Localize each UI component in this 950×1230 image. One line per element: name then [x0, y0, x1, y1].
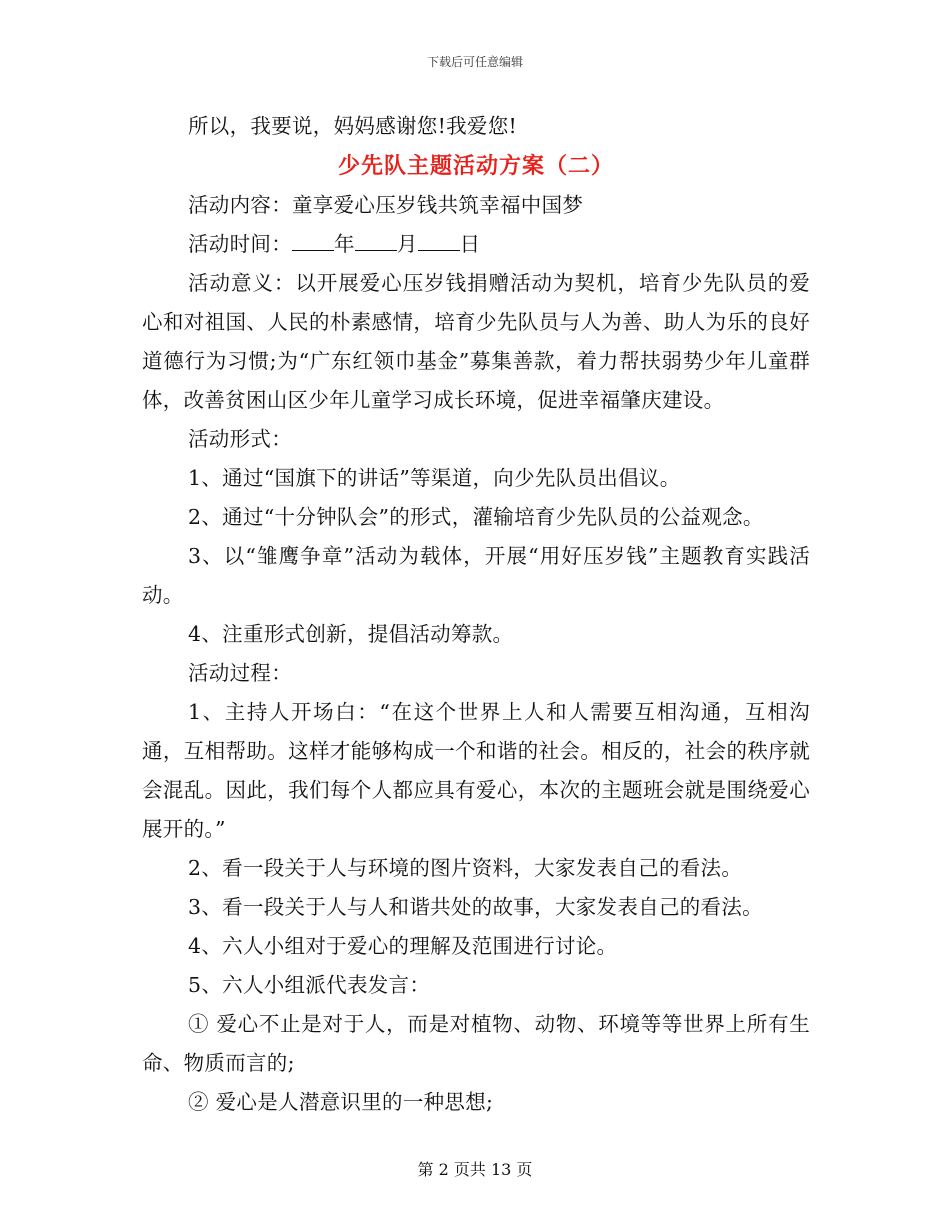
form-heading: 活动形式： — [188, 427, 292, 451]
process-heading: 活动过程： — [188, 661, 292, 685]
process-item: ① 爱心不止是对于人，而是对植物、动物、环境等等世界上所有生命、物质而言的; — [142, 1012, 810, 1075]
document-title: 少先队主题活动方案（二） — [337, 153, 614, 179]
form-item: 3、以“雏鹰争章”活动为载体，开展“用好压岁钱”主题教育实践活动。 — [142, 544, 810, 607]
activity-significance: 活动意义：以开展爱心压岁钱捐赠活动为契机，培育少先队员的爱心和对祖国、人民的朴素感情，培育少先队员与人为善、助人为乐的良好道德行为习惯;为“广东红领巾基金”募集善款，着力帮扶弱势少年儿童群体，改善贫困山区少年儿童学习成长环境，促进幸福肇庆建设。 — [142, 271, 810, 412]
process-item: 2、看一段关于人与环境的图片资料，大家发表自己的看法。 — [188, 856, 743, 880]
day-label: 日 — [459, 232, 481, 256]
process-item: 1、主持人开场白：“在这个世界上人和人需要互相沟通，互相沟通，互相帮助。这样才能够构成一个和谐的社会。相反的，社会的秩序就会混乱。因此，我们每个人都应具有爱心，本次的主题班会就是围绕爱心展开的。” — [142, 700, 810, 841]
header-note: 下载后可任意编辑 — [426, 55, 523, 69]
month-label: 月 — [396, 232, 418, 256]
month-blank — [355, 230, 397, 251]
year-label: 年 — [334, 232, 355, 256]
document-body — [142, 107, 810, 1122]
activity-time — [142, 225, 810, 264]
process-item: ② 爱心是人潜意识里的一种思想; — [188, 1090, 494, 1114]
process-item: 3、看一段关于人与人和谐共处的故事，大家发表自己的看法。 — [188, 895, 763, 919]
form-item: 2、通过“十分钟队会”的形式，灌输培育少先队员的公益观念。 — [188, 505, 764, 529]
activity-time-label: 活动时间： — [188, 232, 292, 256]
intro-line: 所以，我要说，妈妈感谢您!我爱您! — [188, 114, 518, 138]
form-item: 4、注重形式创新，提倡活动筹款。 — [188, 622, 514, 646]
process-item: 5、六人小组派代表发言： — [188, 973, 431, 997]
page-footer: 第 2 页共 13 页 — [417, 1160, 533, 1179]
year-blank — [292, 230, 334, 251]
activity-content: 活动内容：童享爱心压岁钱共筑幸福中国梦 — [188, 193, 584, 217]
form-item: 1、通过“国旗下的讲话”等渠道，向少先队员出倡议。 — [188, 466, 681, 490]
day-blank — [418, 230, 460, 251]
process-item: 4、六人小组对于爱心的理解及范围进行讨论。 — [188, 934, 618, 958]
